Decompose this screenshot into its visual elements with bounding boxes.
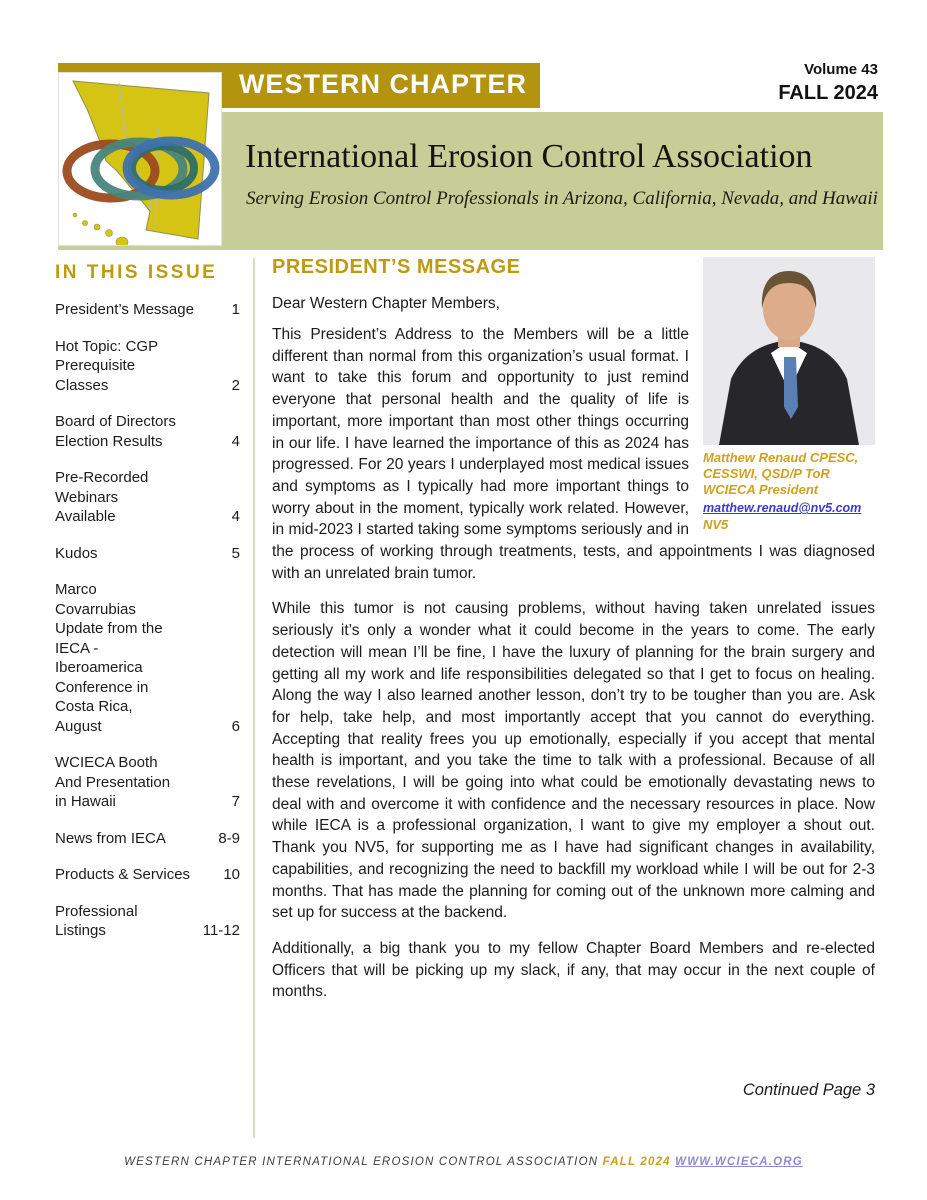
portrait-icon: [703, 257, 875, 445]
toc-item-label: News from IECA: [55, 829, 166, 847]
toc-sidebar: [55, 262, 240, 958]
toc-item-label: Board of Directors Election Results: [55, 413, 176, 450]
toc-list: [55, 300, 240, 941]
toc-item-page: 8-9: [218, 829, 240, 847]
paragraph-1: This President’s Address to the Members will be a little different than normal from this organization’s usual format. I want to take this forum and opportunity to just remind everyone that personal health and the quality of life is important, more important than most other things occurring in our life. I have learned the importance of this as 2024 has progressed. For 20 years I underplayed most medical issues and symptoms as I typically had more important things to worry about in the moment, typically work related. However, in mid-2023 I started taking some symptoms seriously and in the process of working through treatments, tests, and appointments I was diagnosed with an unrelated brain tumor.: [272, 326, 875, 582]
toc-item: [55, 544, 240, 564]
president-portrait: [703, 257, 875, 445]
toc-item-page: 11-12: [202, 922, 240, 939]
email-link[interactable]: matthew.renaud@nv5.com: [703, 501, 862, 515]
toc-item: [55, 753, 240, 812]
toc-item: [55, 902, 240, 941]
toc-item: [55, 865, 240, 885]
toc-item-label: Pre-Recorded Webinars Available: [55, 469, 149, 525]
president-photo-block: [703, 257, 875, 533]
page-footer: [0, 1156, 927, 1168]
toc-item-label: President’s Message: [55, 301, 194, 318]
toc-item-page: 4: [231, 432, 240, 450]
organization-tagline: Serving Erosion Control Professionals in Arizona, California, Nevada, and Hawaii: [246, 188, 878, 209]
toc-item: [55, 468, 240, 527]
company-name: NV5: [703, 517, 729, 532]
toc-item-page: 6: [231, 717, 240, 735]
chapter-banner-title: WESTERN CHAPTER: [238, 69, 527, 99]
paragraph-2: While this tumor is not causing problems, without having taken unrelated issues seriously it’s only a wonder what it could become in the years to come. The early detection will mean I’ll be fine, I have the luxury of planning for the brain surgery and getting all my work and life responsibilities delegated so that I get to focus on healing. Along the way I also learned another lesson, don’t try to be tougher than you are. Ask for help, take help, and most importantly accept that you cannot do everything. Accepting that reality frees you up emotionally, especially if you accept that mental health is important, and you take the time to talk with a professional. Because of all these revelations, I will be going into what could be emotionally devastating news to deal with and overcome it with confidence and the necessary resources in place. Now while IECA is a professional organization, I want to give my employer a shout out. Thank you NV5, for supporting me as I have had significant changes in availability, capabilities, and recognizing the need to backfill my workload while I will be out for 2-3 months. That has made the planning for coming out of the unknown more calming and set up for success at the backend.: [272, 600, 875, 922]
toc-item: [55, 580, 240, 736]
toc-item-label: WCIECA Booth And Presentation in Hawaii: [55, 754, 171, 810]
article-heading: PRESIDENT’S MESSAGE: [272, 256, 521, 278]
organization-title: International Erosion Control Association: [245, 138, 813, 175]
toc-item: [55, 337, 240, 396]
issue-info: [778, 60, 878, 106]
footer-text: WESTERN CHAPTER INTERNATIONAL EROSION CONTROL ASSOCIATION: [124, 1156, 599, 1168]
toc-heading: IN THIS ISSUE: [55, 262, 218, 283]
wcieca-logo: [58, 72, 222, 246]
toc-item-page: 2: [231, 376, 240, 394]
toc-item: [55, 300, 240, 320]
photo-caption: Matthew Renaud CPESC, CESSWI, QSD/P ToR WCIECA President: [703, 450, 859, 497]
toc-item-page: 10: [223, 866, 240, 883]
salutation: Dear Western Chapter Members,: [272, 295, 500, 312]
map-rings-logo-icon: [59, 73, 221, 245]
toc-item-label: Kudos: [55, 544, 98, 562]
toc-item: [55, 829, 240, 849]
toc-item: [55, 412, 240, 451]
toc-item-page: 7: [231, 793, 240, 810]
paragraph-3: Additionally, a big thank you to my fellow Chapter Board Members and re-elected Officers that will be picking up my slack, if any, that may occur in the next couple of months.: [272, 939, 875, 1001]
volume-number: Volume 43: [804, 61, 878, 78]
toc-item-page: 5: [231, 544, 240, 562]
column-divider: [253, 258, 255, 1138]
toc-item-label: Products & Services: [55, 866, 191, 883]
footer-website-link[interactable]: WWW.WCIECA.ORG: [675, 1156, 803, 1168]
toc-item-label: Hot Topic: CGP Prerequisite Classes: [55, 337, 159, 394]
toc-item-label: Professional Listings: [55, 902, 138, 939]
toc-item-page: 4: [231, 508, 240, 525]
issue-season: FALL 2024: [778, 82, 878, 104]
footer-issue: FALL 2024: [602, 1156, 671, 1168]
toc-item-page: 1: [231, 301, 240, 318]
toc-item-label: Marco Covarrubias Update from the IECA - Iberoamerica Conference in Costa Rica, August: [55, 581, 163, 735]
article-column: [272, 255, 875, 1100]
continued-note: Continued Page 3: [742, 1081, 875, 1100]
